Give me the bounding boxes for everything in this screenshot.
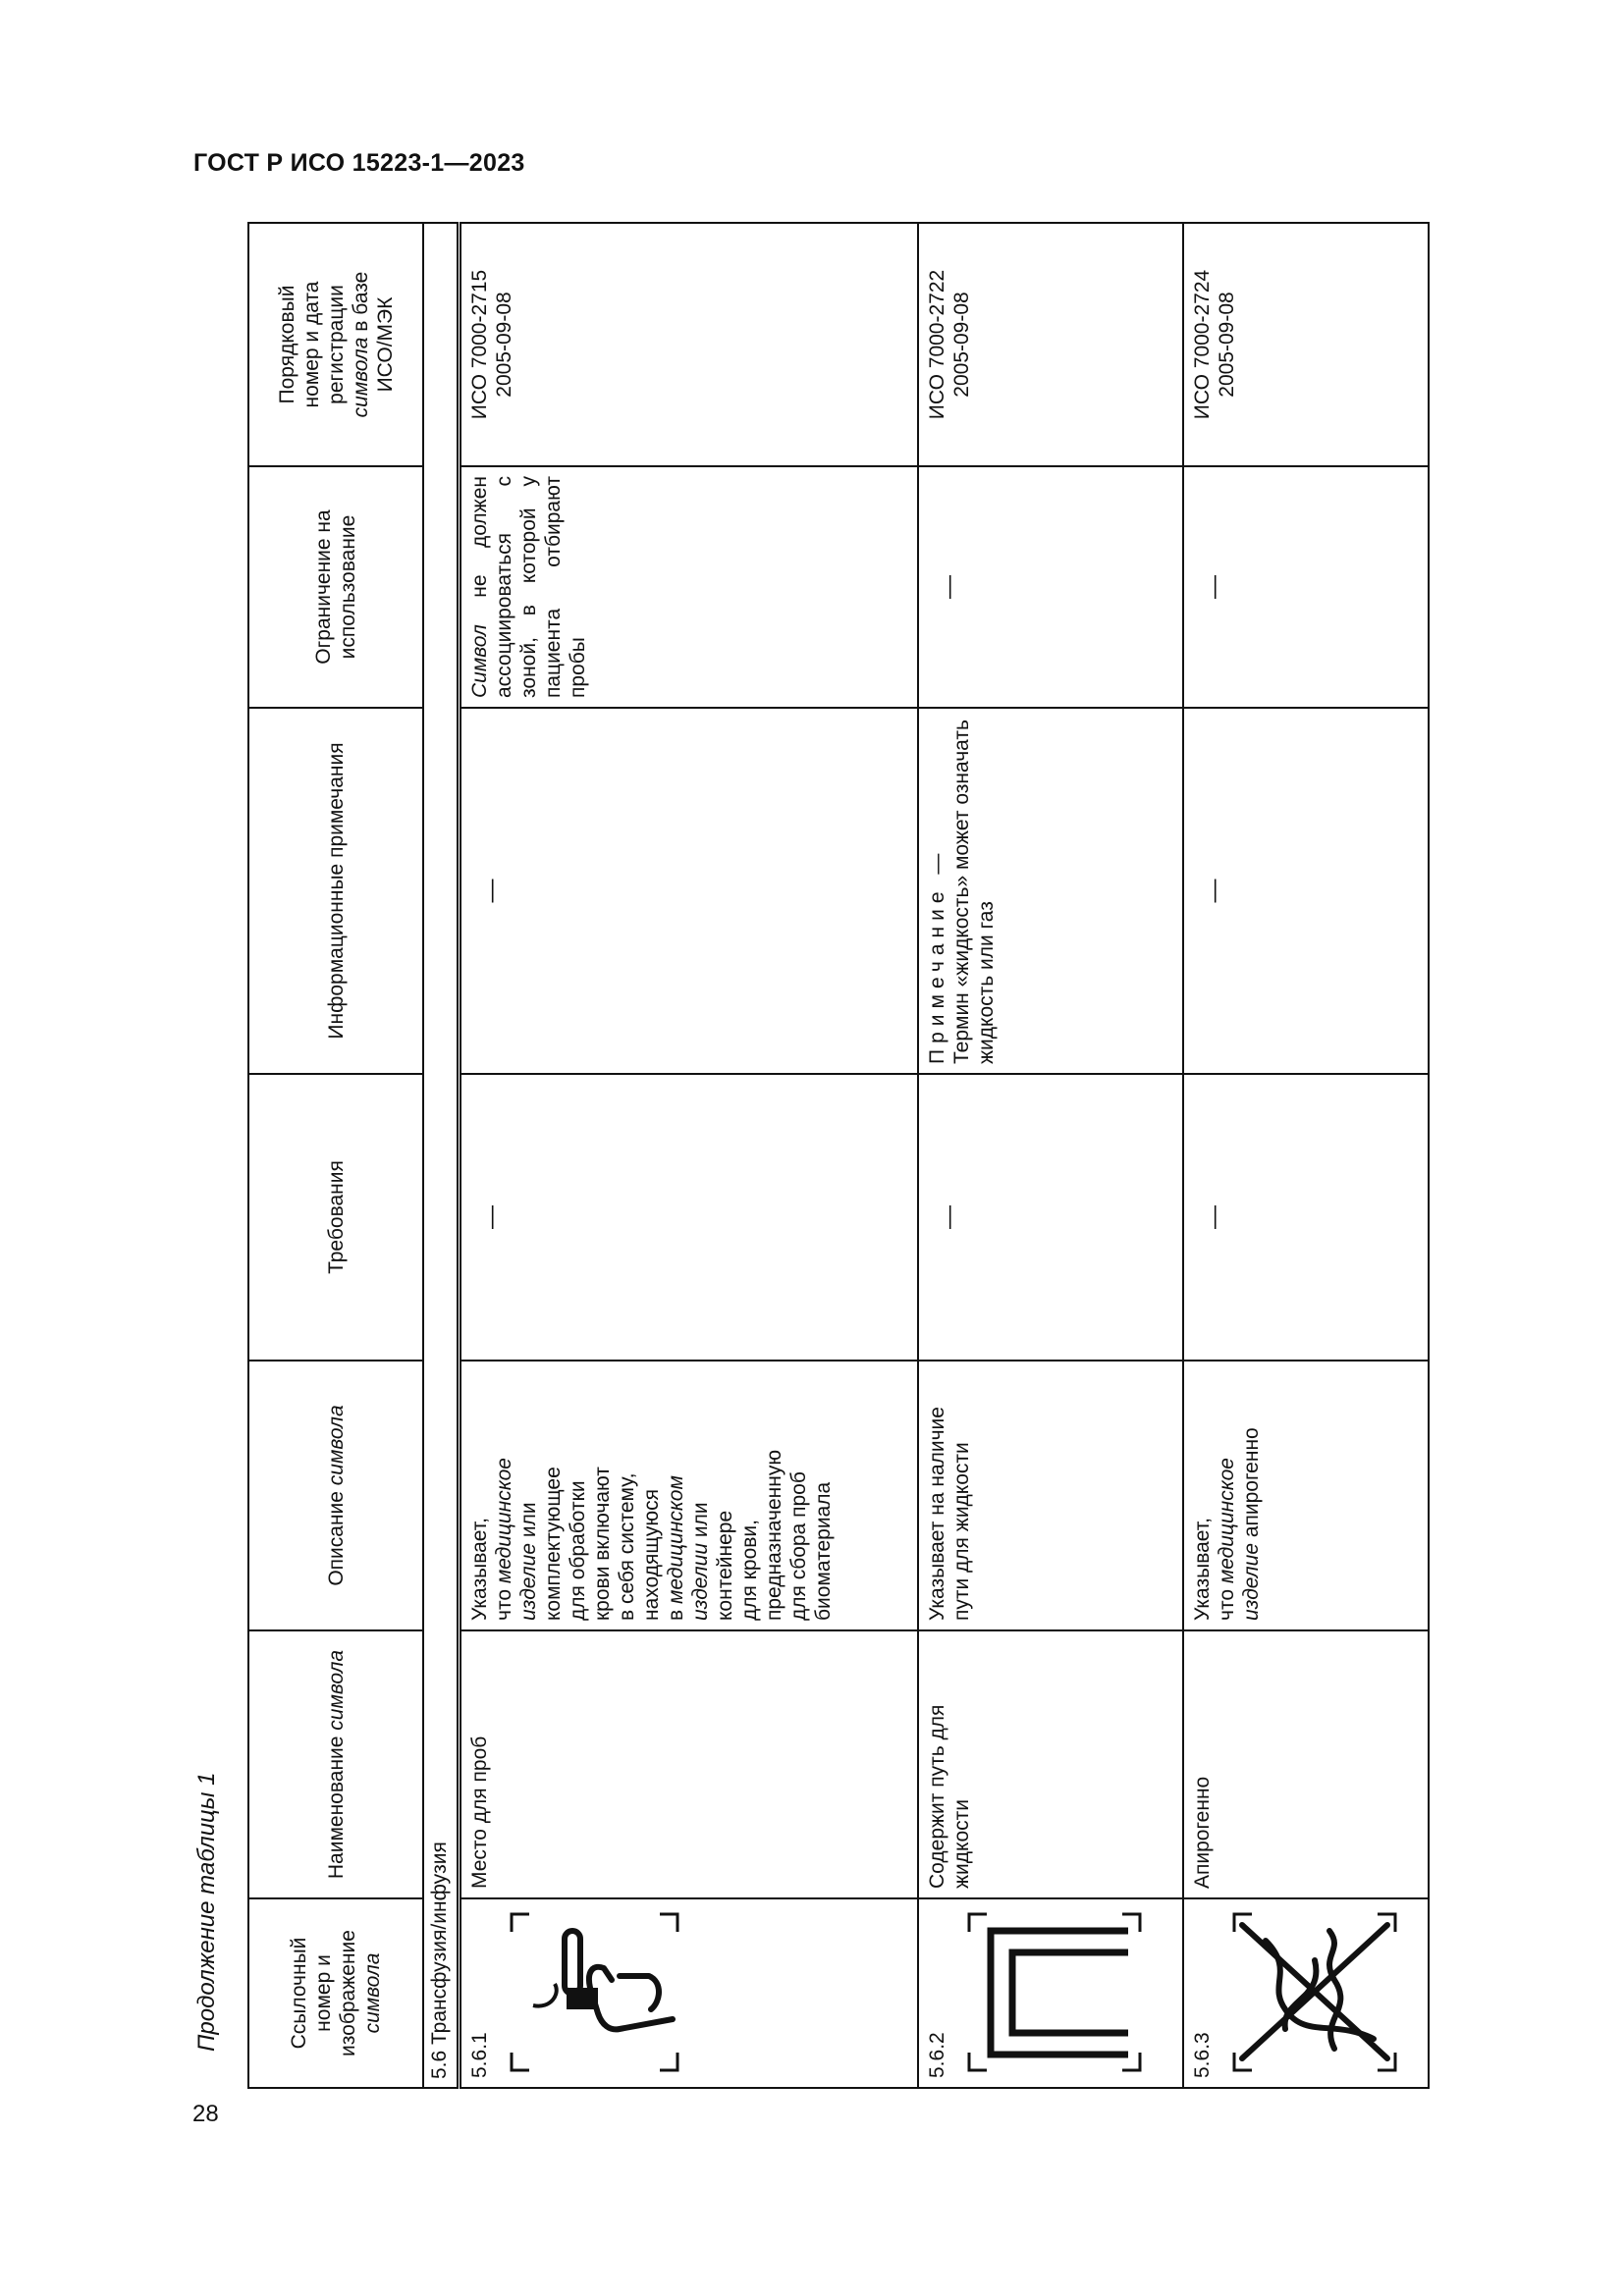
restriction-cell: — — [918, 466, 1183, 708]
non-pyrogenic-icon — [1226, 1906, 1403, 2078]
restriction-cell: — — [1183, 466, 1429, 708]
ref-cell — [459, 1898, 918, 2088]
page-number: 28 — [192, 2101, 219, 2127]
description-cell: Указывает, что медицинское изделие апирогенно — [1183, 1361, 1429, 1630]
header-registration: Порядковый номер и дата регистрации символа в базе ИСО/МЭК — [248, 223, 423, 466]
symbols-table — [247, 222, 1430, 2089]
ref-number: 5.6.3 — [1191, 2032, 1214, 2078]
ref-number: 5.6.1 — [467, 2032, 491, 2078]
table-row — [918, 223, 1183, 2088]
header-ref: Ссылочный номер и изображение символа — [248, 1898, 423, 2088]
header-description: Описание символа — [248, 1361, 423, 1630]
name-cell: Место для проб — [459, 1630, 918, 1898]
description-cell: Указывает на наличие пути для жидкости — [918, 1361, 1183, 1630]
table-row — [1183, 223, 1429, 2088]
notes-cell: — — [459, 708, 918, 1074]
table-row — [459, 223, 918, 2088]
header-restriction: Ограничение на использование — [248, 466, 423, 708]
section-title: 5.6 Трансфузия/инфузия — [423, 223, 459, 2088]
blood-sampling-site-icon — [504, 1906, 685, 2078]
registration-cell: ИСО 7000-2715 2005-09-08 — [459, 223, 918, 466]
fluid-path-icon — [961, 1906, 1148, 2078]
name-cell: Апирогенно — [1183, 1630, 1429, 1898]
registration-cell: ИСО 7000-2722 2005-09-08 — [918, 223, 1183, 466]
rotated-table-container — [247, 224, 1624, 2089]
restriction-cell: Символ не должен ассоциироваться с зоной, в которой у пациента отбирают пробы — [459, 466, 918, 708]
document-header: ГОСТ Р ИСО 15223-1—2023 — [193, 149, 525, 177]
header-notes: Информационные примечания — [248, 708, 423, 1074]
header-requirements: Требования — [248, 1074, 423, 1361]
requirements-cell: — — [918, 1074, 1183, 1361]
name-cell: Содержит путь для жидкости — [918, 1630, 1183, 1898]
notes-cell: — — [1183, 708, 1429, 1074]
section-row — [423, 223, 459, 2088]
description-cell: Указывает, что медицинское изделие или комплектующее для обработки крови включают в себя систему, находящуюся в медицинском изделии или контейнере для крови, предназначенную для сбора проб биоматериала — [459, 1361, 918, 1630]
requirements-cell: — — [1183, 1074, 1429, 1361]
ref-cell — [918, 1898, 1183, 2088]
notes-cell: Примечание — Термин «жидкость» может означать жидкость или газ — [918, 708, 1183, 1074]
ref-cell — [1183, 1898, 1429, 2088]
ref-number: 5.6.2 — [926, 2032, 948, 2078]
table-caption: Продолжение таблицы 1 — [193, 1772, 220, 2052]
header-name: Наименование символа — [248, 1630, 423, 1898]
requirements-cell: — — [459, 1074, 918, 1361]
table-header-row — [248, 223, 423, 2088]
registration-cell: ИСО 7000-2724 2005-09-08 — [1183, 223, 1429, 466]
